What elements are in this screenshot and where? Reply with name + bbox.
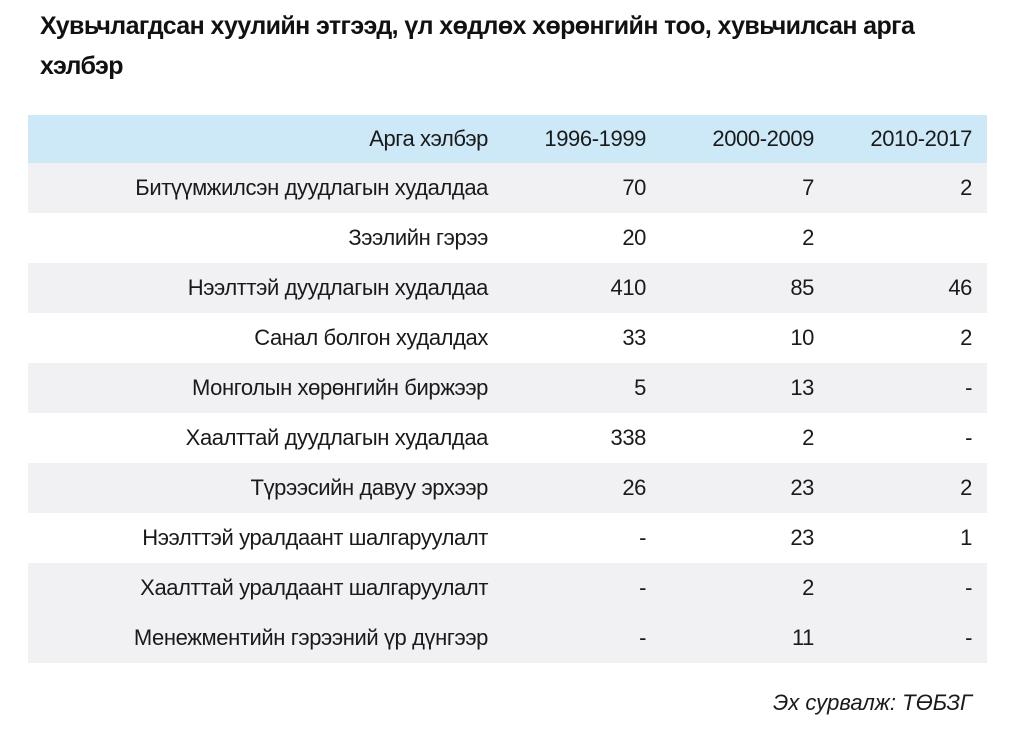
row-value-2000-2009: 2 [802,425,814,450]
table-row [28,263,987,313]
row-value-2000-2009: 10 [790,325,814,350]
row-value-2000-2009: 11 [791,625,814,650]
row-value-1996-1999: - [639,525,646,550]
page-title: Хувьчлагдсан хуулийн этгээд, үл хөдлөх хөрөнгийн тоо, хувьчилсан арга хэлбэр [40,12,915,80]
row-value-2000-2009: 85 [790,275,814,300]
table-row [28,313,987,363]
row-method: Нээлттэй дуудлагын худалдаа [187,275,488,300]
table-row [28,163,987,213]
table-row [28,413,987,463]
row-method: Санал болгон худалдах [254,325,488,350]
table-row [28,613,987,663]
table-row [28,363,987,413]
table-header-row [28,115,987,163]
row-value-1996-1999: 5 [634,375,646,400]
row-value-1996-1999: 20 [622,225,646,250]
row-method: Битүүмжилсэн дуудлагын худалдаа [135,175,488,200]
row-value-1996-1999: 410 [610,275,646,300]
row-value-2010-2017: - [965,375,972,400]
row-value-2000-2009: 23 [790,475,814,500]
row-value-1996-1999: 338 [610,425,646,450]
row-value-2010-2017: 2 [960,325,972,350]
row-value-2010-2017: 1 [960,525,972,550]
row-method: Хаалттай дуудлагын худалдаа [185,425,488,450]
row-value-2000-2009: 2 [802,575,814,600]
header-1996-1999: 1996-1999 [544,126,646,151]
source-note: Эх сурвалж: ТӨБЗГ [773,690,972,715]
row-method: Түрээсийн давуу эрхээр [250,475,488,500]
row-method: Хаалттай уралдаант шалгаруулалт [140,575,488,600]
row-method: Зээлийн гэрээ [348,225,488,250]
row-value-2000-2009: 7 [802,175,814,200]
privatization-table [28,115,987,663]
row-value-2010-2017: - [965,575,972,600]
header-2000-2009: 2000-2009 [712,126,814,151]
row-value-2010-2017: - [965,625,972,650]
row-value-2010-2017: 2 [960,175,972,200]
table-row [28,563,987,613]
header-2010-2017: 2010-2017 [870,126,972,151]
row-method: Менежментийн гэрээний үр дүнгээр [133,625,488,650]
table-row [28,213,987,263]
table-row [28,513,987,563]
row-value-1996-1999: - [639,575,646,600]
row-value-2000-2009: 2 [802,225,814,250]
row-value-2010-2017: 46 [948,275,972,300]
row-value-1996-1999: 26 [622,475,646,500]
row-value-1996-1999: 70 [622,175,646,200]
row-value-2000-2009: 23 [790,525,814,550]
row-value-2010-2017: - [965,425,972,450]
row-value-1996-1999: 33 [622,325,646,350]
row-value-2010-2017: 2 [960,475,972,500]
header-method: Арга хэлбэр [369,126,488,151]
row-method: Нээлттэй уралдаант шалгаруулалт [142,525,488,550]
row-value-2000-2009: 13 [790,375,814,400]
table-row [28,463,987,513]
row-method: Монголын хөрөнгийн биржээр [191,375,488,400]
row-value-1996-1999: - [639,625,646,650]
